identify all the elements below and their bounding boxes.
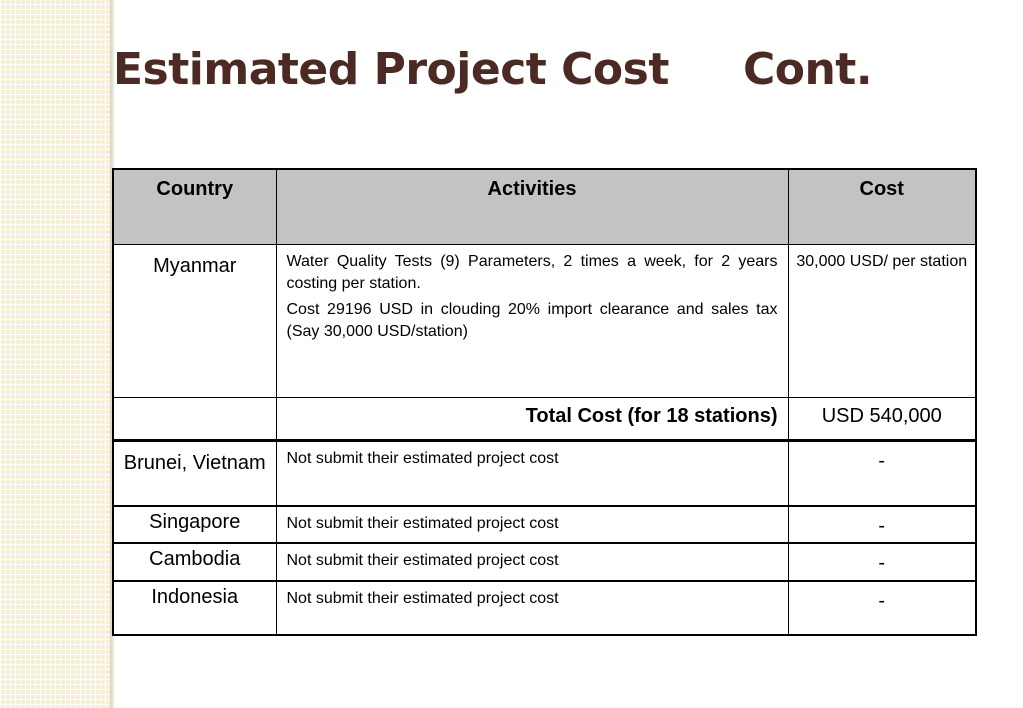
table-row [113,543,976,581]
cost-cell: - [788,440,976,506]
activity-text: Water Quality Tests (9) Parameters, 2 times a week, for 2 years costing per station. [286,252,778,292]
activities-cell: Not submit their estimated project cost [276,543,788,581]
cost-cell: - [788,506,976,543]
activities-cell [276,244,788,397]
table-row [113,440,976,506]
table-header-row [113,169,976,244]
table-row-myanmar [113,244,976,397]
header-activities: Activities [276,169,788,244]
country-cell: Singapore [113,506,276,543]
activities-cell: Not submit their estimated project cost [276,581,788,635]
activity-text: Cost 29196 USD in clouding 20% import clearance and sales tax (Say 30,000 USD/station) [286,300,778,340]
cost-cell: 30,000 USD/ per station [788,244,976,397]
total-value: USD 540,000 [788,397,976,440]
cost-cell: - [788,543,976,581]
total-label: Total Cost (for 18 stations) [276,397,788,440]
country-cell: Myanmar [113,244,276,397]
header-cost: Cost [788,169,976,244]
decorative-left-strip [0,0,110,708]
country-cell: Indonesia [113,581,276,635]
table-row [113,506,976,543]
country-cell: Brunei, Vietnam [113,440,276,506]
cost-table [112,168,977,636]
table-row-total [113,397,976,440]
activities-cell: Not submit their estimated project cost [276,506,788,543]
country-cell: Cambodia [113,543,276,581]
country-cell [113,397,276,440]
slide-title: Estimated Project Cost Cont. [113,44,873,95]
header-country: Country [113,169,276,244]
table-row [113,581,976,635]
cost-cell: - [788,581,976,635]
activities-cell: Not submit their estimated project cost [276,440,788,506]
